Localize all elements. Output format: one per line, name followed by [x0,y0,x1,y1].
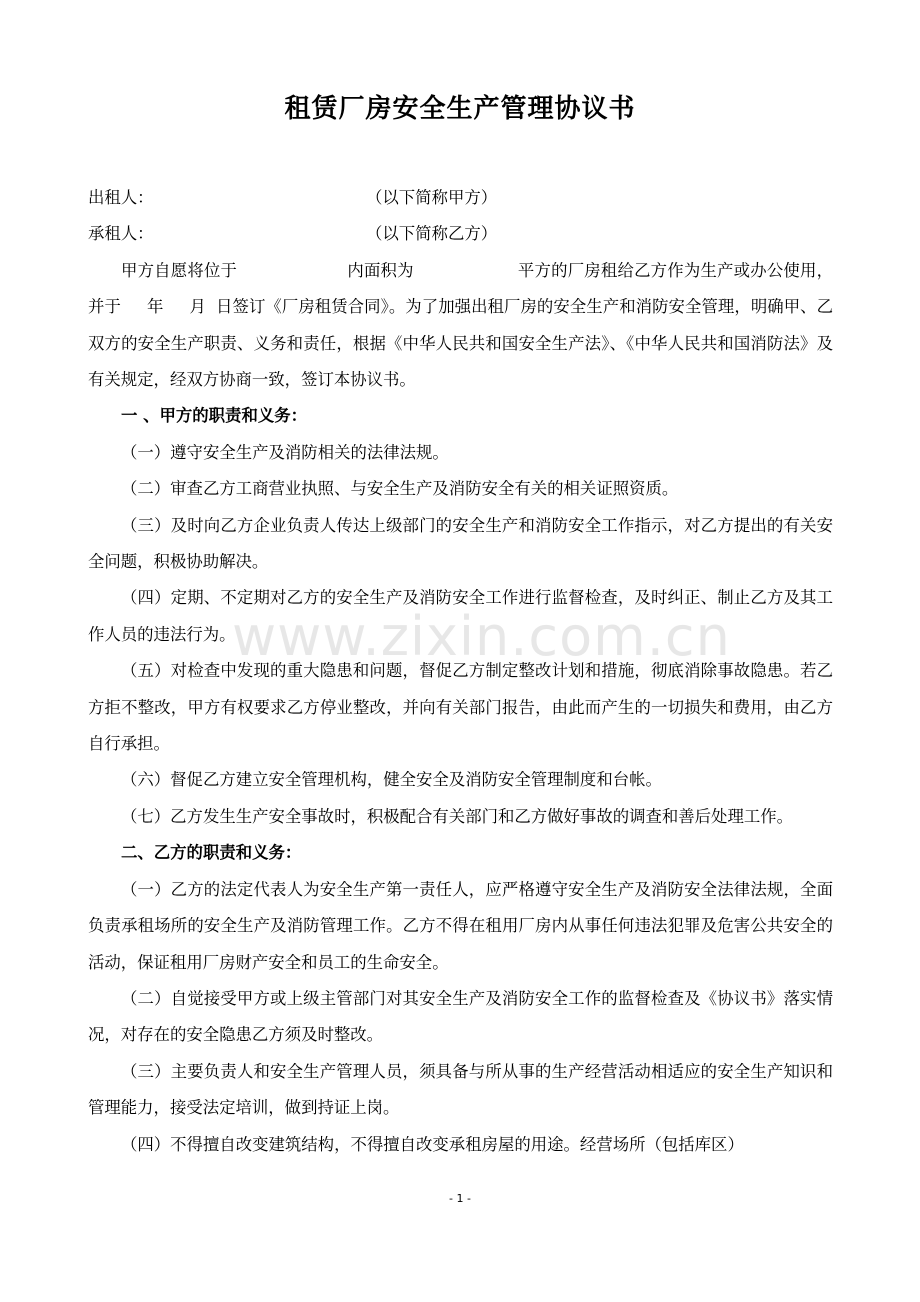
document-title: 租赁厂房安全生产管理协议书 [284,94,636,124]
document-body [88,180,833,1163]
section1-item: （三）及时向乙方企业负责人传达上级部门的安全生产和消防安全工作指示，对乙方提出的有关安全问题，积极协助解决。 [88,515,833,572]
section1-item: （一）遵守安全生产及消防相关的法律法规。 [121,442,449,462]
section1-item: （四）定期、不定期对乙方的安全生产及消防安全工作进行监督检查，及时纠正、制止乙方及其工作人员的违法行为。 [88,588,833,644]
section1-heading: 一 、甲方的职责和义务： [121,406,308,426]
section2-item: （二）自觉接受甲方或上级主管部门对其安全生产及消防安全工作的监督检查及《协议书》落实情况，对存在的安全隐患乙方须及时整改。 [88,988,833,1045]
section1-item: （五）对检查中发现的重大隐患和问题，督促乙方制定整改计划和措施，彻底消除事故隐患。若乙方拒不整改，甲方有权要求乙方停业整改，并向有关部门报告，由此而产生的一切损失和费用，由乙方自行承担。 [88,661,833,754]
intro-text-c: 平方的厂房租给乙方作为生产或办公使用，并于 [88,260,834,317]
intro-text-b: 内面积为 [347,260,414,280]
section2-item: （三）主要负责人和安全生产管理人员，须具备与所从事的生产经营活动相适应的安全生产知识和管理能力，接受法定培训，做到持证上岗。 [88,1061,833,1118]
intro-text-d: 年 [146,297,164,317]
lessor-line [88,180,833,216]
lessor-label: 出租人： [88,188,154,207]
section2-heading: 二、乙方的职责和义务： [121,843,302,863]
watermark: www.zixin.com.cn [232,605,731,668]
section2-item: （四）不得擅自改变建筑结构，不得擅自改变承租房屋的用途。经营场所（包括库区） [121,1134,744,1154]
lessee-label: 承租人： [88,224,154,244]
page-number: - 1 - [449,1192,471,1205]
intro-text-a: 甲方自愿将位于 [121,260,238,280]
lessee-note: （以下简称乙方） [366,224,498,244]
section2-item: （一）乙方的法定代表人为安全生产第一责任人，应严格遵守安全生产及消防安全法律法规，全面负责承租场所的安全生产及消防管理工作。乙方不得在租用厂房内从事任何违法犯罪及危害公共安全的活动，保证租用厂房财产安全和员工的生命安全。 [88,879,833,972]
intro-paragraph [88,253,833,399]
intro-text-f: 日签订《厂房租赁合同》。为了加强出租厂房的安全生产和消防安全管理，明确甲、乙双方的安全生产职责、义务和责任，根据《中华人民共和国安全生产法》、《中华人民共和国消防法》及有关规定，经双方协商一致，签订本协议书。 [88,297,834,389]
section1-item: （七）乙方发生生产安全事故时，积极配合有关部门和乙方做好事故的调查和善后处理工作。 [121,806,794,826]
section1-item: （二）审查乙方工商营业执照、与安全生产及消防安全有关的相关证照资质。 [121,479,679,499]
lessee-line [88,216,833,252]
section1-item: （六）督促乙方建立安全管理机构，健全安全及消防安全管理制度和台帐。 [121,770,662,790]
lessor-note: （以下简称甲方） [366,188,498,207]
intro-text-e: 月 [189,297,206,317]
